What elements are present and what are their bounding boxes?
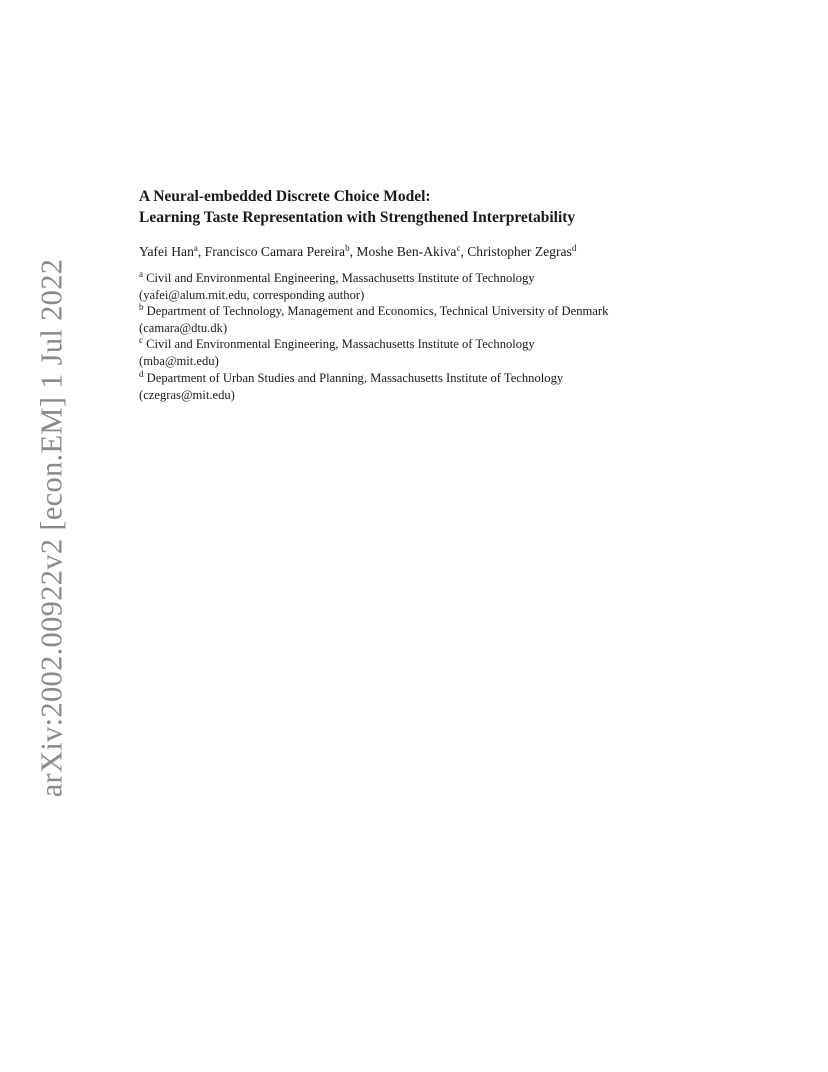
- affiliation-text: Department of Urban Studies and Planning, Massachusetts Institute of Technology: [146, 370, 564, 385]
- affiliation-line: [139, 270, 608, 287]
- author-mark: a: [193, 243, 198, 253]
- author-name: Christopher Zegras: [467, 244, 572, 259]
- affiliation-mark: d: [139, 368, 144, 379]
- affiliation-contact: (camara@dtu.dk): [139, 321, 228, 336]
- affiliation-mark: b: [139, 302, 144, 313]
- affiliation-mark: c: [139, 335, 143, 346]
- author-name: Yafei Han: [139, 244, 194, 259]
- affiliation-text: Civil and Environmental Engineering, Massachusetts Institute of Technology: [146, 271, 535, 285]
- author-mark: d: [571, 243, 577, 253]
- affiliation-line: [139, 303, 608, 320]
- affiliation-line: [139, 370, 608, 387]
- affiliation-contact: (mba@mit.edu): [139, 354, 219, 369]
- affiliation-text: Department of Technology, Management and Economics, Technical University of Denmark: [146, 304, 609, 319]
- author-mark: c: [456, 243, 461, 253]
- affiliation-line: [139, 336, 608, 353]
- affiliation-contact: (czegras@mit.edu): [139, 387, 235, 402]
- author-mark: b: [345, 243, 350, 253]
- title-line-1: A Neural-embedded Discrete Choice Model:: [139, 188, 431, 205]
- author-name: Francisco Camara Pereira: [204, 244, 346, 259]
- paper-title: [139, 186, 575, 228]
- affiliation-list: [139, 270, 608, 403]
- title-line-2: Learning Taste Representation with Strengthened Interpretability: [139, 209, 576, 226]
- author-name: Moshe Ben-Akiva: [356, 244, 457, 259]
- arxiv-stamp: arXiv:2002.00922v2 [econ.EM] 1 Jul 2022: [34, 258, 69, 798]
- affiliation-text: Civil and Environmental Engineering, Massachusetts Institute of Technology: [146, 337, 535, 352]
- affiliation-mark: a: [139, 269, 143, 279]
- affiliation-contact: (yafei@alum.mit.edu, corresponding author): [139, 288, 365, 303]
- author-list: Yafei Han$^a$, Francisco Camara Pereira$^b$, Moshe Ben-Akiva$^c$, Christopher Zegras$^d$: [139, 243, 577, 259]
